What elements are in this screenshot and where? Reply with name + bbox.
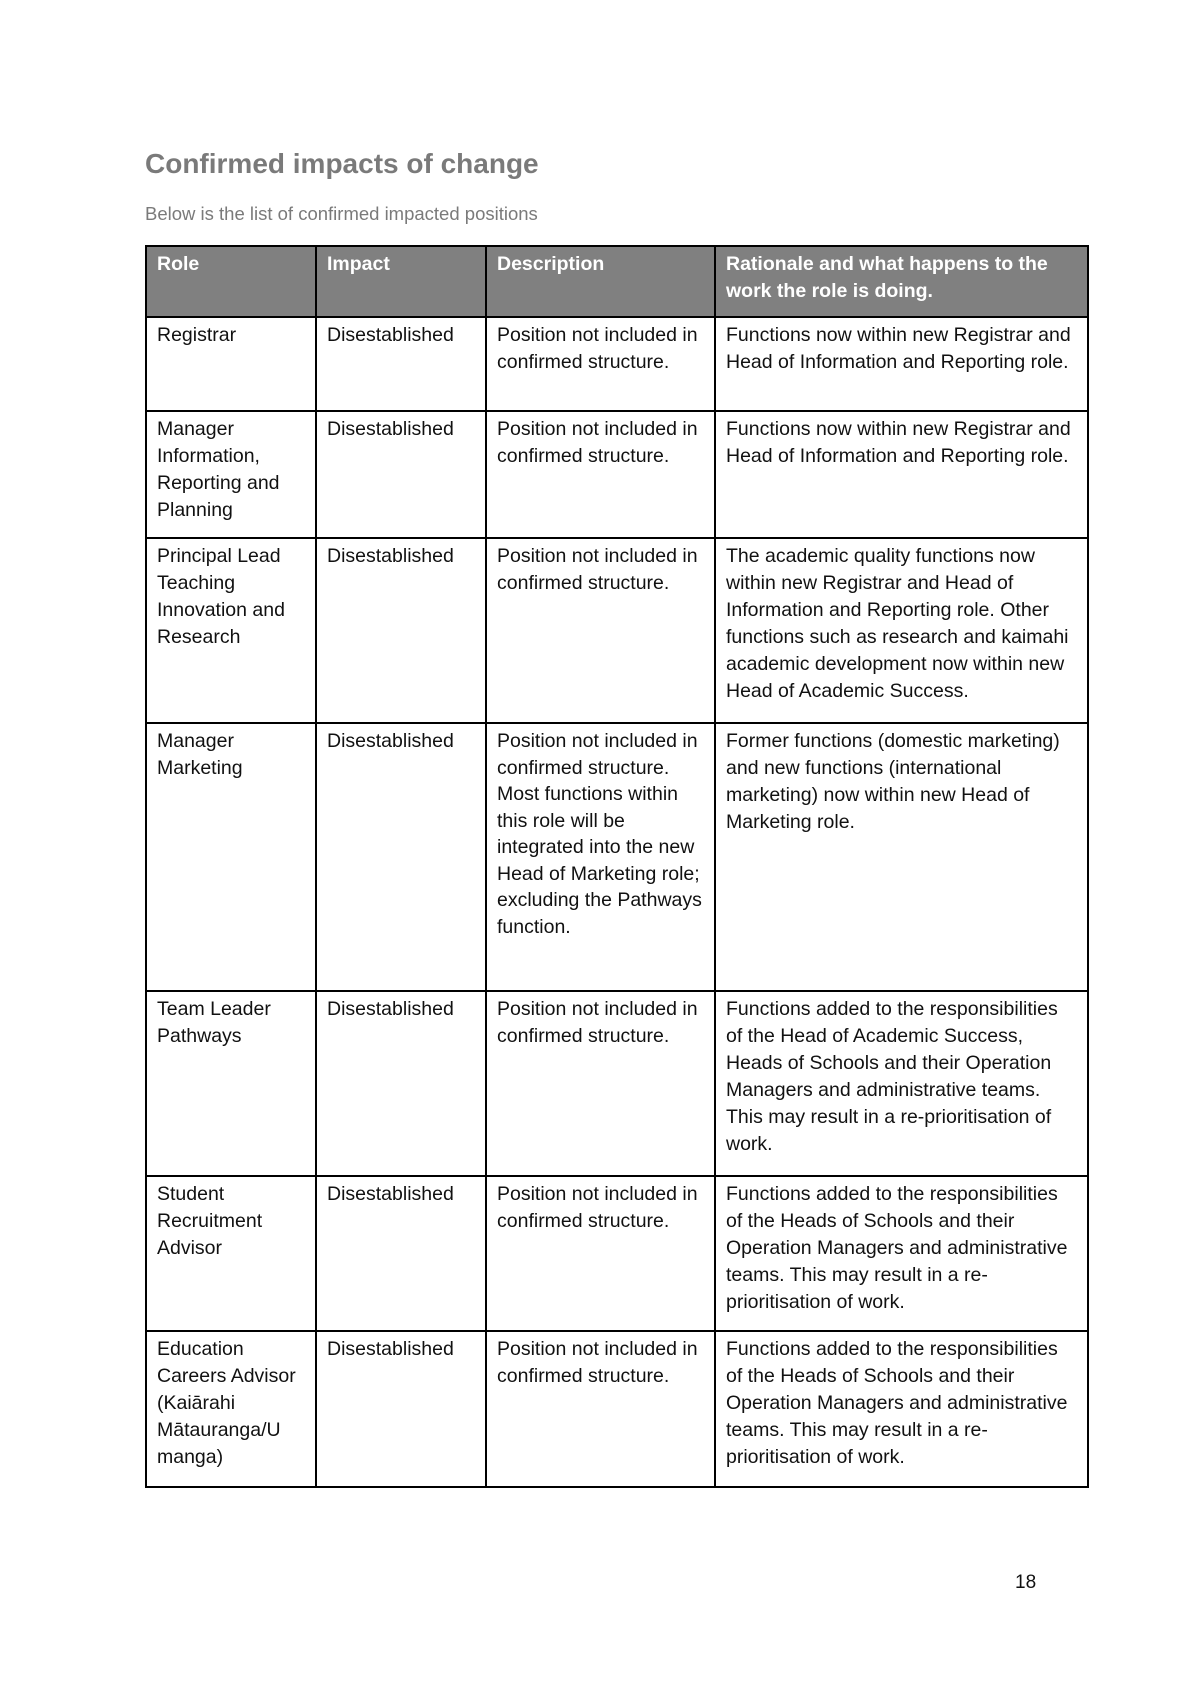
- cell-rationale: Functions added to the responsibilities of the Head of Academic Success, Heads of Schools and their Operation Managers and administrative teams. This may result in a re-prioritisation of work.: [715, 991, 1088, 1176]
- cell-impact: Disestablished: [316, 991, 486, 1176]
- cell-role: Principal Lead Teaching Innovation and Research: [146, 538, 316, 723]
- cell-description: [486, 723, 715, 991]
- page-subtitle: Below is the list of confirmed impacted positions: [145, 203, 538, 224]
- cell-role: Team Leader Pathways: [146, 991, 316, 1176]
- cell-description: Position not included in confirmed structure.: [486, 411, 715, 538]
- cell-role: Registrar: [146, 317, 316, 411]
- cell-rationale: The academic quality functions now within new Registrar and Head of Information and Reporting role. Other functions such as research and kaimahi academic development now within new Head of Academic Success.: [715, 538, 1088, 723]
- cell-impact: Disestablished: [316, 1176, 486, 1331]
- header-impact: Impact: [316, 246, 486, 317]
- cell-rationale: Former functions (domestic marketing) and new functions (international marketing) now within new Head of Marketing role.: [715, 723, 1088, 991]
- table-row: [146, 723, 1088, 991]
- cell-impact: Disestablished: [316, 411, 486, 538]
- cell-rationale: Functions now within new Registrar and Head of Information and Reporting role.: [715, 411, 1088, 538]
- cell-rationale: Functions now within new Registrar and Head of Information and Reporting role.: [715, 317, 1088, 411]
- cell-impact: Disestablished: [316, 317, 486, 411]
- table-row: [146, 317, 1088, 411]
- cell-role: Manager Information, Reporting and Planning: [146, 411, 316, 538]
- cell-description: Position not included in confirmed structure.: [486, 1331, 715, 1487]
- cell-description: Position not included in confirmed structure.: [486, 1176, 715, 1331]
- cell-role: Education Careers Advisor (Kaiārahi Mātauranga/U manga): [146, 1331, 316, 1487]
- cell-description-main: Position not included in confirmed structure.: [497, 730, 698, 779]
- header-description: Description: [486, 246, 715, 317]
- cell-rationale: Functions added to the responsibilities of the Heads of Schools and their Operation Managers and administrative teams. This may result in a re-prioritisation of work.: [715, 1176, 1088, 1331]
- table-row: [146, 538, 1088, 723]
- cell-description: Position not included in confirmed structure.: [486, 317, 715, 411]
- table-row: [146, 991, 1088, 1176]
- table-row: [146, 411, 1088, 538]
- cell-description: Position not included in confirmed structure.: [486, 991, 715, 1176]
- cell-rationale: Functions added to the responsibilities of the Heads of Schools and their Operation Managers and administrative teams. This may result in a re-prioritisation of work.: [715, 1331, 1088, 1487]
- page-number: 18: [1015, 1572, 1037, 1593]
- cell-description-extra: Most functions within this role will be integrated into the new Head of Marketing role; excluding the Pathways function.: [497, 783, 702, 938]
- table-row: [146, 1176, 1088, 1331]
- cell-description: Position not included in confirmed structure.: [486, 538, 715, 723]
- impacts-table: [145, 245, 1089, 1488]
- header-role: Role: [146, 246, 316, 317]
- header-rationale: Rationale and what happens to the work the role is doing.: [715, 246, 1088, 317]
- cell-role: Student Recruitment Advisor: [146, 1176, 316, 1331]
- cell-role: Manager Marketing: [146, 723, 316, 991]
- table-header-row: [146, 246, 1088, 317]
- cell-impact: Disestablished: [316, 538, 486, 723]
- cell-impact: Disestablished: [316, 723, 486, 991]
- cell-impact: Disestablished: [316, 1331, 486, 1487]
- table-row: [146, 1331, 1088, 1487]
- page-title: Confirmed impacts of change: [145, 148, 539, 179]
